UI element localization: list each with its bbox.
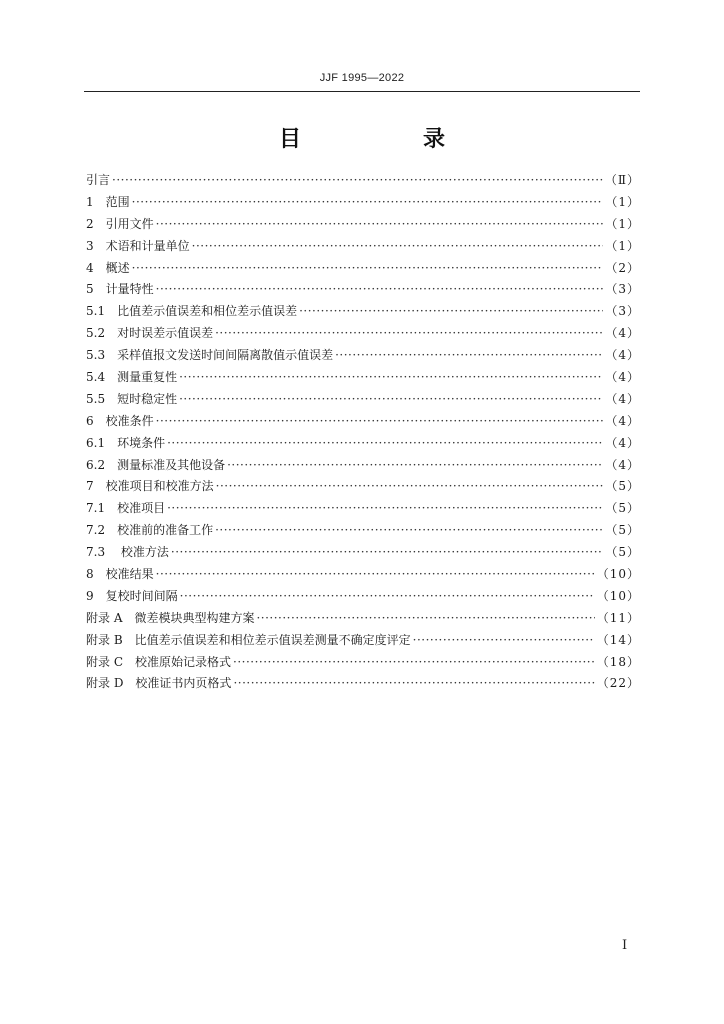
toc-dot-leader xyxy=(171,542,603,564)
toc-entry-page: （10） xyxy=(596,588,640,603)
toc-entry-label: 2 引用文件 xyxy=(86,216,154,231)
toc-entry-label: 5.4 测量重复性 xyxy=(86,370,178,385)
toc-entry-label: 6.1 环境条件 xyxy=(86,435,166,450)
toc-dot-leader xyxy=(233,673,594,695)
toc-entry-label: 7.3 校准方法 xyxy=(86,545,169,560)
toc-entry-page: （3） xyxy=(605,282,640,297)
toc-entry-page: （22） xyxy=(596,676,640,691)
toc-entry-page: （1） xyxy=(605,194,640,209)
toc-entry-label: 5.1 比值差示值误差和相位差示值误差 xyxy=(86,304,298,319)
toc-entry-label: 5 计量特性 xyxy=(86,282,154,297)
toc-entry-label: 附录 D 校准证书内页格式 xyxy=(86,676,232,691)
toc-entry xyxy=(86,345,640,367)
toc-dot-leader xyxy=(132,258,604,280)
toc-dot-leader xyxy=(180,586,595,608)
toc-entry xyxy=(86,411,640,433)
toc-dot-leader xyxy=(233,652,595,674)
toc-entry-page: （2） xyxy=(605,260,640,275)
toc-entry-label: 6 校准条件 xyxy=(86,413,154,428)
toc-entry-page: （3） xyxy=(605,304,640,319)
toc-entry xyxy=(86,301,640,323)
toc-entry-label: 7 校准项目和校准方法 xyxy=(86,479,214,494)
toc-entry-label: 附录 A 微差模块典型构建方案 xyxy=(86,610,255,625)
toc-entry-label: 引言 xyxy=(86,173,111,187)
toc-entry xyxy=(86,389,640,411)
toc-entry xyxy=(86,630,640,652)
toc-entry-page: （10） xyxy=(596,567,640,582)
toc-dot-leader xyxy=(179,367,603,389)
toc-dot-leader xyxy=(192,236,604,258)
toc-dot-leader xyxy=(215,323,603,345)
toc-entry xyxy=(86,564,640,586)
toc-entry xyxy=(86,652,640,674)
toc-entry-label: 6.2 测量标准及其他设备 xyxy=(86,457,226,472)
toc-entry xyxy=(86,586,640,608)
toc-dot-leader xyxy=(132,192,604,214)
toc-dot-leader xyxy=(167,498,603,520)
toc-entry-label: 9 复校时间间隔 xyxy=(86,588,178,603)
toc-entry-label: 8 校准结果 xyxy=(86,567,154,582)
page-title: 目 录 xyxy=(278,126,495,152)
toc-entry xyxy=(86,542,640,564)
toc-entry-label: 附录 B 比值差示值误差和相位差示值误差测量不确定度评定 xyxy=(86,632,411,647)
header-rule xyxy=(84,91,640,92)
toc-entry xyxy=(86,192,640,214)
toc-entry-page: （5） xyxy=(605,545,640,560)
toc-dot-leader xyxy=(156,214,604,236)
toc-dot-leader xyxy=(413,630,595,652)
toc-entry-page: （4） xyxy=(605,326,640,341)
toc-entry-label: 3 术语和计量单位 xyxy=(86,238,190,253)
toc-entry xyxy=(86,433,640,455)
toc-entry-page: （18） xyxy=(596,654,640,669)
toc-entry-page: （4） xyxy=(605,457,640,472)
document-code-header: JJF 1995—2022 xyxy=(319,72,405,84)
toc-entry xyxy=(86,476,640,498)
toc-entry-page: （1） xyxy=(605,238,640,253)
toc-entry-label: 7.2 校准前的准备工作 xyxy=(86,523,214,538)
toc-entry-page: （5） xyxy=(605,523,640,538)
toc-entry xyxy=(86,520,640,542)
toc-entry xyxy=(86,279,640,301)
toc-entry-page: （4） xyxy=(605,370,640,385)
toc-entry-page: （5） xyxy=(605,479,640,494)
toc-dot-leader xyxy=(156,564,595,586)
toc-entry xyxy=(86,170,640,192)
toc-dot-leader xyxy=(156,279,604,301)
toc-entry-page: （5） xyxy=(605,501,640,516)
toc-entry-page: （Ⅱ） xyxy=(604,173,640,187)
toc-entry xyxy=(86,608,640,630)
toc-entry-page: （1） xyxy=(605,216,640,231)
toc-dot-leader xyxy=(216,476,604,498)
toc-dot-leader xyxy=(215,520,603,542)
toc-entry-page: （4） xyxy=(605,348,640,363)
toc-entry xyxy=(86,498,640,520)
toc-entry-label: 附录 C 校准原始记录格式 xyxy=(86,654,231,669)
toc-entry xyxy=(86,323,640,345)
toc-dot-leader xyxy=(299,301,603,323)
toc-dot-leader xyxy=(167,433,603,455)
toc-entry-label: 5.5 短时稳定性 xyxy=(86,391,178,406)
toc-entry xyxy=(86,236,640,258)
toc-entry-label: 5.3 采样值报文发送时间间隔离散值示值误差 xyxy=(86,348,334,363)
toc-entry-label: 1 范围 xyxy=(86,194,130,209)
toc-entry-label: 5.2 对时误差示值误差 xyxy=(86,326,214,341)
page-number: Ⅰ xyxy=(622,938,628,953)
toc-entry-page: （4） xyxy=(605,413,640,428)
toc-entry-page: （11） xyxy=(596,610,640,625)
toc-dot-leader xyxy=(256,608,594,630)
table-of-contents xyxy=(86,170,640,695)
toc-dot-leader xyxy=(112,170,603,192)
toc-entry-label: 7.1 校准项目 xyxy=(86,501,166,516)
toc-entry xyxy=(86,455,640,477)
toc-entry-page: （4） xyxy=(605,435,640,450)
toc-dot-leader xyxy=(156,411,604,433)
toc-entry-page: （14） xyxy=(596,632,640,647)
toc-entry-label: 4 概述 xyxy=(86,260,130,275)
toc-entry xyxy=(86,258,640,280)
toc-entry-page: （4） xyxy=(605,391,640,406)
toc-dot-leader xyxy=(335,345,603,367)
toc-entry xyxy=(86,673,640,695)
toc-entry xyxy=(86,214,640,236)
toc-dot-leader xyxy=(227,455,603,477)
toc-entry xyxy=(86,367,640,389)
toc-dot-leader xyxy=(179,389,603,411)
